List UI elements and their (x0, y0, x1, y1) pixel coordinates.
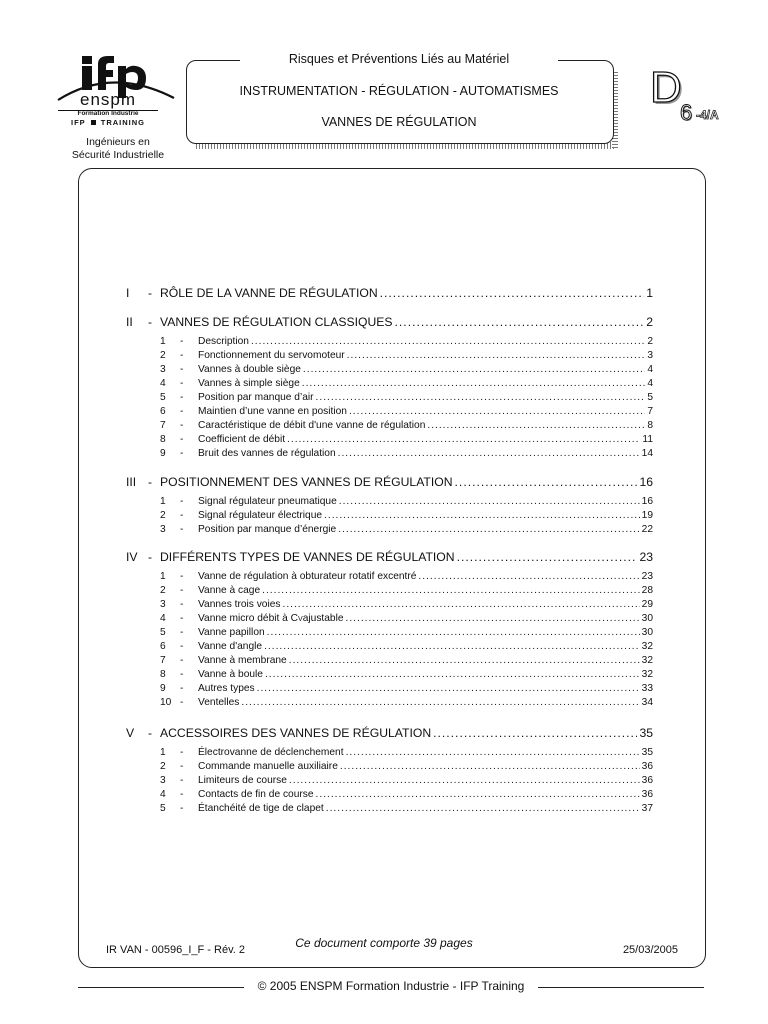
toc-item[interactable] (160, 350, 653, 364)
toc-item-number: 2 (160, 350, 166, 361)
toc-item-number: 9 (160, 683, 166, 694)
toc-item-number: 4 (160, 789, 166, 800)
toc-item-number: 8 (160, 434, 166, 445)
toc-section-dash: - (148, 286, 153, 300)
logo-subline: Formation Industrie (77, 110, 139, 117)
toc-leader (338, 524, 639, 535)
toc-leader (349, 406, 645, 417)
toc-leader (316, 392, 646, 403)
toc-leader (267, 627, 640, 638)
tagline (60, 136, 176, 162)
toc-section-number: III (126, 475, 137, 489)
toc-item[interactable] (160, 336, 653, 350)
toc-item-title: Étanchéité de tige de clapet (198, 803, 324, 814)
toc-item-title: Signal régulateur pneumatique (198, 496, 337, 507)
toc-item-number: 6 (160, 406, 166, 417)
toc-leader (395, 315, 645, 329)
toc-item[interactable] (160, 448, 653, 462)
toc-section[interactable] (126, 726, 653, 742)
toc-item-dash: - (180, 392, 184, 403)
toc-item-title: Vanne à membrane (198, 655, 287, 666)
toc-item-page: 35 (641, 747, 653, 758)
document-date: 25/03/2005 (622, 944, 678, 956)
toc-item-number: 9 (160, 448, 166, 459)
toc-item-number: 3 (160, 599, 166, 610)
toc-item-title: Vanne papillon (198, 627, 265, 638)
doc-code-suffix: -4/A (696, 108, 719, 122)
toc-section-dash: - (148, 315, 153, 329)
toc-item-dash: - (180, 571, 184, 582)
toc-item[interactable] (160, 669, 653, 683)
toc-leader (251, 336, 645, 347)
toc-item-page: 37 (641, 803, 653, 814)
toc-item-title: Fonctionnement du servomoteur (198, 350, 345, 361)
toc-item-dash: - (180, 350, 184, 361)
logo-training-text: TRAINING (100, 118, 145, 127)
header-box (186, 60, 614, 144)
toc-item-page: 5 (647, 392, 653, 403)
toc-section-number: IV (126, 550, 138, 564)
toc-item-page: 2 (647, 336, 653, 347)
toc-section[interactable] (126, 286, 653, 302)
toc-item[interactable] (160, 655, 653, 669)
toc-item-number: 7 (160, 655, 166, 666)
toc-item-page: 4 (647, 364, 653, 375)
toc-item-page: 4 (647, 378, 653, 389)
toc-leader (303, 364, 645, 375)
toc-leader (324, 510, 640, 521)
toc-item-page: 32 (641, 655, 653, 666)
toc-item-dash: - (180, 669, 184, 680)
toc-section-page: 16 (639, 475, 653, 489)
toc-item-page: 3 (647, 350, 653, 361)
toc-item-dash: - (180, 747, 184, 758)
doc-code-letter: D (650, 63, 682, 112)
toc-item-page: 19 (641, 510, 653, 521)
toc-section[interactable] (126, 315, 653, 331)
enspm-logo (52, 52, 176, 132)
toc-item-dash: - (180, 789, 184, 800)
toc-item-dash: - (180, 378, 184, 389)
toc-item[interactable] (160, 364, 653, 378)
toc-item-dash: - (180, 336, 184, 347)
toc-item[interactable] (160, 789, 653, 803)
toc-item-dash: - (180, 364, 184, 375)
toc-section-page: 23 (639, 550, 653, 564)
toc-item-page: 8 (647, 420, 653, 431)
toc-item-dash: - (180, 420, 184, 431)
doc-code-number: 6 (680, 100, 693, 125)
toc-item-page: 36 (641, 761, 653, 772)
toc-leader (457, 550, 638, 564)
toc-item-number: 10 (160, 697, 172, 708)
toc-leader (427, 420, 645, 431)
toc-item-number: 1 (160, 496, 166, 507)
copyright: © 2005 ENSPM Formation Industrie - IFP Training (244, 979, 538, 993)
toc-item-number: 3 (160, 364, 166, 375)
toc-leader (418, 571, 639, 582)
toc-item-page: 32 (641, 669, 653, 680)
toc-item-title: Vanne micro débit à C (198, 613, 299, 624)
toc-leader (265, 669, 640, 680)
toc-item-title: Description (198, 336, 249, 347)
toc-section-title: VANNES DE RÉGULATION CLASSIQUES (160, 315, 393, 329)
toc-item-page: 28 (641, 585, 653, 596)
header-main-title: INSTRUMENTATION - RÉGULATION - AUTOMATISMES (239, 84, 559, 98)
toc-section[interactable] (126, 475, 653, 491)
toc-leader (380, 286, 645, 300)
toc-item-title: Vanne à boule (198, 669, 263, 680)
toc-item[interactable] (160, 585, 653, 599)
logo-square-icon (91, 120, 96, 125)
toc-item[interactable] (160, 761, 653, 775)
toc-item-title: Vannes à double siège (198, 364, 301, 375)
toc-item-number: 2 (160, 761, 166, 772)
toc-item-page: 34 (641, 697, 653, 708)
toc-item-dash: - (180, 585, 184, 596)
toc-item-number: 5 (160, 627, 166, 638)
toc-item[interactable] (160, 420, 653, 434)
toc-item-title: Position par manque d’air (198, 392, 314, 403)
toc-item-title: Vanne de régulation à obturateur rotatif excentré (198, 571, 417, 582)
toc-item[interactable] (160, 775, 653, 789)
toc-item-dash: - (180, 510, 184, 521)
toc-leader (316, 789, 640, 800)
header-subtitle: VANNES DE RÉGULATION (321, 115, 477, 129)
toc-item-dash: - (180, 697, 184, 708)
toc-item-dash: - (180, 627, 184, 638)
toc-section-page: 1 (646, 286, 653, 300)
logo-training (56, 118, 160, 127)
toc-item-number: 3 (160, 775, 166, 786)
toc-item[interactable] (160, 641, 653, 655)
toc-item-title: Vanne d'angle (198, 641, 263, 652)
toc-section-title: RÔLE DE LA VANNE DE RÉGULATION (160, 286, 378, 300)
toc-item[interactable] (160, 524, 653, 538)
toc-leader (347, 350, 646, 361)
toc-item-number: 5 (160, 803, 166, 814)
toc-item-page: 36 (641, 775, 653, 786)
toc-leader (346, 747, 640, 758)
toc-item[interactable] (160, 697, 653, 711)
toc-item-number: 6 (160, 641, 166, 652)
toc-item-dash: - (180, 683, 184, 694)
toc-item[interactable] (160, 613, 653, 627)
toc-item[interactable] (160, 571, 653, 585)
toc-item-number: 1 (160, 747, 166, 758)
toc-section-page: 35 (639, 726, 653, 740)
toc-item-title: Commande manuelle auxiliaire (198, 761, 338, 772)
toc-leader (289, 655, 640, 666)
toc-item-title: Position par manque d’énergie (198, 524, 337, 535)
toc-leader (326, 803, 640, 814)
toc-section-number: I (126, 286, 130, 300)
toc-leader (339, 496, 640, 507)
toc-item-dash: - (180, 524, 184, 535)
toc-section-dash: - (148, 550, 153, 564)
tagline-line1: Ingénieurs en (86, 136, 150, 148)
toc-item-title: Vanne à cage (198, 585, 261, 596)
toc-item[interactable] (160, 392, 653, 406)
toc-item-title: Coefficient de débit (198, 434, 286, 445)
toc-item[interactable] (160, 747, 653, 761)
toc-item-title: Signal régulateur électrique (198, 510, 323, 521)
toc-item-page: 30 (641, 627, 653, 638)
toc-item-dash: - (180, 448, 184, 459)
toc-item-dash: - (180, 803, 184, 814)
toc-leader (346, 613, 640, 624)
toc-item-title: Caractéristique de débit d'une vanne de régulation (198, 420, 426, 431)
toc-item-title: Limiteurs de course (198, 775, 287, 786)
logo-wordmark: enspm (79, 90, 137, 109)
toc-item-number: 2 (160, 510, 166, 521)
toc-item-page: 11 (642, 434, 653, 445)
toc-item-page: 36 (641, 789, 653, 800)
toc-leader (282, 599, 639, 610)
toc-item[interactable] (160, 434, 653, 448)
toc-item-dash: - (180, 655, 184, 666)
toc-item-title: Maintien d’une vanne en position (198, 406, 347, 417)
toc-leader (433, 726, 637, 740)
toc-item-number: 3 (160, 524, 166, 535)
toc-item-title-suffix: ajustable (302, 613, 344, 624)
toc-item-title: Ventelles (198, 697, 240, 708)
toc-item-title: Bruit des vannes de régulation (198, 448, 336, 459)
toc-item-dash: - (180, 761, 184, 772)
toc-item-title: Vannes à simple siège (198, 378, 300, 389)
toc-section-title: POSITIONNEMENT DES VANNES DE RÉGULATION (160, 475, 453, 489)
toc-item[interactable] (160, 378, 653, 392)
toc-item[interactable] (160, 496, 653, 510)
toc-item-dash: - (180, 775, 184, 786)
toc-section[interactable] (126, 550, 653, 566)
toc-leader (455, 475, 638, 489)
toc-leader (289, 775, 640, 786)
toc-item-number: 2 (160, 585, 166, 596)
toc-section-number: II (126, 315, 133, 329)
toc-item-number: 1 (160, 336, 166, 347)
toc-section-title: DIFFÉRENTS TYPES DE VANNES DE RÉGULATION (160, 550, 455, 564)
toc-item-page: 29 (641, 599, 653, 610)
toc-item-page: 32 (641, 641, 653, 652)
toc-section-dash: - (148, 475, 153, 489)
document-reference: IR VAN - 00596_I_F - Rév. 2 (106, 944, 245, 956)
toc-leader (338, 448, 640, 459)
toc-leader (241, 697, 639, 708)
toc-item-page: 23 (641, 571, 653, 582)
toc-section-title: ACCESSOIRES DES VANNES DE RÉGULATION (160, 726, 432, 740)
toc-item-dash: - (180, 406, 184, 417)
toc-item-dash: - (180, 641, 184, 652)
tagline-line2: Sécurité Industrielle (71, 149, 165, 161)
toc-item[interactable] (160, 406, 653, 420)
toc-item-page: 16 (641, 496, 653, 507)
toc-item-number: 4 (160, 613, 166, 624)
toc-leader (262, 585, 640, 596)
page-count-note: Ce document comporte 39 pages (295, 936, 473, 950)
toc-item-page: 33 (641, 683, 653, 694)
toc-item-title: Vannes trois voies (198, 599, 281, 610)
logo-ifp-text: IFP (71, 118, 86, 127)
toc-leader (257, 683, 640, 694)
toc-item-subscript: V (298, 616, 303, 623)
toc-item-title: Électrovanne de déclenchement (198, 747, 344, 758)
toc-item[interactable] (160, 627, 653, 641)
toc-item[interactable] (160, 683, 653, 697)
toc-leader (264, 641, 640, 652)
toc-leader (287, 434, 640, 445)
toc-item-number: 1 (160, 571, 166, 582)
toc-item-dash: - (180, 613, 184, 624)
toc-item-page: 30 (641, 613, 653, 624)
toc-item[interactable] (160, 803, 653, 817)
toc-section-dash: - (148, 726, 153, 740)
toc-item[interactable] (160, 599, 653, 613)
toc-section-page: 2 (646, 315, 653, 329)
toc-item-number: 5 (160, 392, 166, 403)
toc-item-page: 14 (641, 448, 653, 459)
toc-item-page: 7 (647, 406, 653, 417)
toc-item-page: 22 (641, 524, 653, 535)
header-top-title: Risques et Préventions Liés au Matériel (240, 52, 558, 66)
toc-item-number: 7 (160, 420, 166, 431)
toc-item-dash: - (180, 434, 184, 445)
toc-item-number: 8 (160, 669, 166, 680)
toc-item-dash: - (180, 496, 184, 507)
toc-item-title: Autres types (198, 683, 255, 694)
toc-item[interactable] (160, 510, 653, 524)
toc-leader (340, 761, 640, 772)
toc-leader (302, 378, 646, 389)
toc-item-title: Contacts de fin de course (198, 789, 314, 800)
toc-section-number: V (126, 726, 135, 740)
toc-item-dash: - (180, 599, 184, 610)
toc-item-number: 4 (160, 378, 166, 389)
